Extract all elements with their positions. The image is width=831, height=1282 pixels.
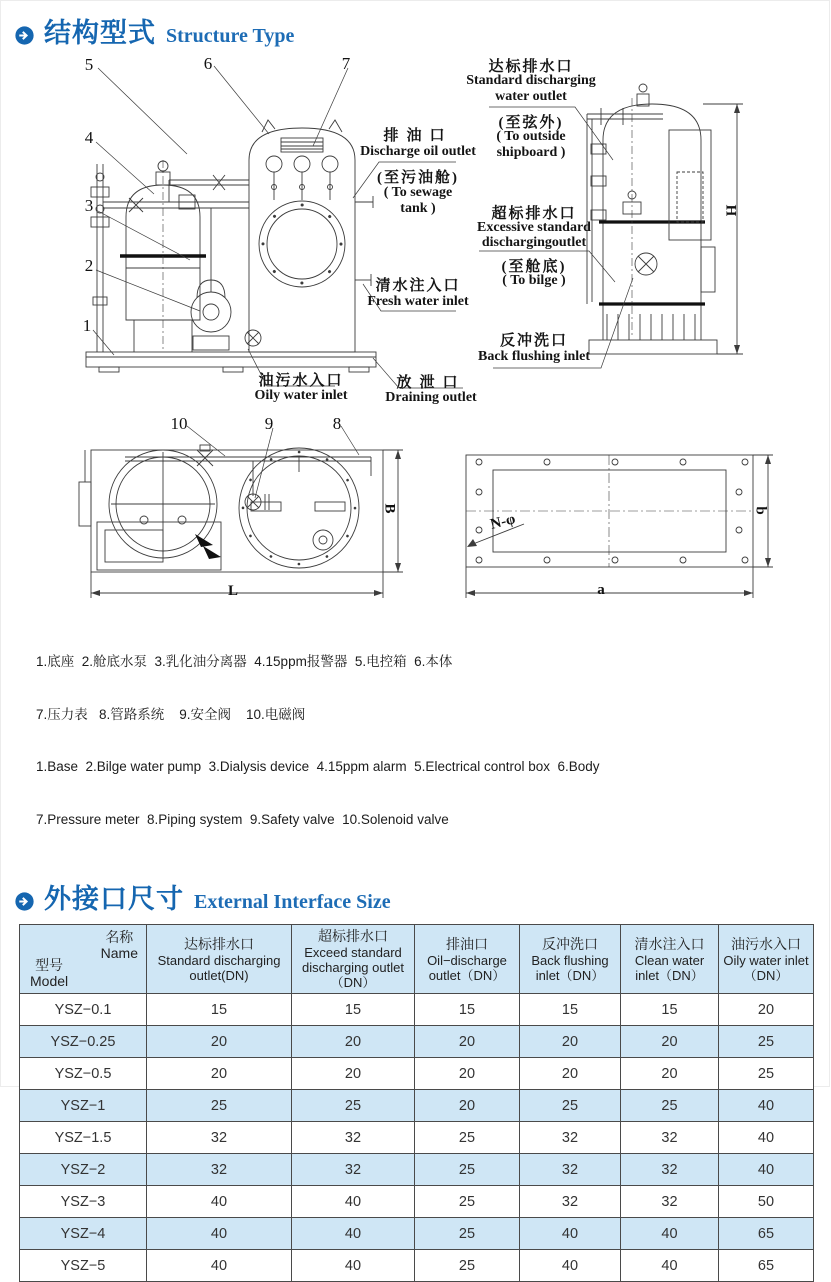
value-cell: 25 bbox=[520, 1090, 621, 1122]
column-header-standard-discharge: 达标排水口 Standard discharging outlet(DN) bbox=[147, 925, 292, 994]
model-cell: YSZ−5 bbox=[20, 1250, 147, 1282]
column-header-oil-discharge: 排油口 Oil−discharge outlet（DN） bbox=[415, 925, 520, 994]
section1-title-en: Structure Type bbox=[166, 25, 295, 47]
legend-en-line1: 1.Base 2.Bilge water pump 3.Dialysis device 4.15ppm alarm 5.Electrical control box 6.Body bbox=[36, 759, 600, 774]
label-oily-water-cn: 油污水入口 bbox=[258, 373, 344, 389]
label-standard-discharge-cn: 达标排水口 bbox=[488, 59, 574, 75]
label-standard-discharge-en4: shipboard ) bbox=[496, 145, 566, 160]
value-cell: 20 bbox=[147, 1026, 292, 1058]
label-standard-discharge-en1: Standard discharging bbox=[466, 73, 596, 88]
value-cell: 32 bbox=[520, 1154, 621, 1186]
dim-H: H bbox=[722, 204, 739, 217]
value-cell: 40 bbox=[719, 1122, 814, 1154]
table-row bbox=[20, 1122, 814, 1154]
model-cell: YSZ−3 bbox=[20, 1186, 147, 1218]
value-cell: 40 bbox=[520, 1218, 621, 1250]
section2-title-cn: 外接口尺寸 bbox=[44, 884, 184, 914]
parts-legend bbox=[36, 618, 829, 863]
label-oil-discharge-en1: Discharge oil outlet bbox=[360, 144, 476, 159]
model-cell: YSZ−0.5 bbox=[20, 1058, 147, 1090]
label-oil-discharge-en2: ( To sewage bbox=[383, 185, 453, 200]
label-oil-discharge-cn2: (至污油舱) bbox=[377, 170, 459, 186]
value-cell: 25 bbox=[147, 1090, 292, 1122]
value-cell: 20 bbox=[415, 1026, 520, 1058]
label-oily-water-en: Oily water inlet bbox=[254, 388, 348, 403]
arrow-bullet-icon bbox=[15, 26, 34, 45]
value-cell: 32 bbox=[292, 1154, 415, 1186]
model-cell: YSZ−4 bbox=[20, 1218, 147, 1250]
section-header-structure bbox=[15, 11, 829, 50]
label-standard-discharge-cn2: (至弦外) bbox=[498, 115, 564, 131]
dim-a: a bbox=[597, 582, 605, 598]
dim-B: B bbox=[381, 503, 398, 514]
label-fresh-water-cn: 清水注入口 bbox=[375, 278, 461, 294]
value-cell: 40 bbox=[719, 1154, 814, 1186]
corner-name-label: 名称 Name bbox=[100, 929, 138, 961]
label-back-flushing-cn: 反冲洗口 bbox=[499, 333, 569, 349]
legend-en-line2: 7.Pressure meter 8.Piping system 9.Safety valve 10.Solenoid valve bbox=[36, 811, 449, 827]
label-standard-discharge-en2: water outlet bbox=[495, 89, 567, 104]
value-cell: 32 bbox=[621, 1186, 719, 1218]
value-cell: 15 bbox=[520, 994, 621, 1026]
value-cell: 32 bbox=[147, 1154, 292, 1186]
value-cell: 25 bbox=[621, 1090, 719, 1122]
callout-5: 5 bbox=[84, 55, 94, 74]
value-cell: 40 bbox=[292, 1250, 415, 1282]
table-row bbox=[20, 994, 814, 1026]
value-cell: 20 bbox=[621, 1026, 719, 1058]
table-row bbox=[20, 1058, 814, 1090]
value-cell: 40 bbox=[719, 1090, 814, 1122]
value-cell: 40 bbox=[147, 1218, 292, 1250]
label-back-flushing-en: Back flushing inlet bbox=[477, 349, 591, 364]
column-header-exceed-standard: 超标排水口 Exceed standard discharging outlet（DN） bbox=[292, 925, 415, 994]
label-excess-discharge-en3: ( To bilge ) bbox=[502, 273, 566, 288]
table-header-row bbox=[20, 925, 814, 994]
value-cell: 20 bbox=[415, 1090, 520, 1122]
value-cell: 40 bbox=[621, 1218, 719, 1250]
label-oil-discharge-cn: 排油口 bbox=[383, 128, 453, 144]
label-draining-en: Draining outlet bbox=[385, 390, 477, 405]
label-excess-discharge-en2: dischargingoutlet bbox=[481, 235, 587, 250]
corner-model-label: 型号 Model bbox=[30, 957, 69, 989]
table-row bbox=[20, 1186, 814, 1218]
callout-10: 10 bbox=[170, 414, 188, 433]
value-cell: 25 bbox=[719, 1026, 814, 1058]
dim-L: L bbox=[227, 583, 239, 599]
value-cell: 15 bbox=[415, 994, 520, 1026]
table-row bbox=[20, 1026, 814, 1058]
dim-b: b bbox=[752, 506, 769, 515]
value-cell: 25 bbox=[415, 1186, 520, 1218]
top-view-drawing bbox=[79, 445, 383, 572]
value-cell: 40 bbox=[292, 1218, 415, 1250]
value-cell: 65 bbox=[719, 1250, 814, 1282]
arrow-bullet-icon bbox=[15, 892, 34, 911]
value-cell: 20 bbox=[520, 1058, 621, 1090]
section-header-interface-size bbox=[15, 877, 829, 916]
value-cell: 32 bbox=[292, 1122, 415, 1154]
structure-drawings bbox=[1, 52, 831, 612]
value-cell: 20 bbox=[621, 1058, 719, 1090]
table-row bbox=[20, 1218, 814, 1250]
callout-3: 3 bbox=[84, 196, 94, 215]
value-cell: 20 bbox=[292, 1026, 415, 1058]
value-cell: 40 bbox=[292, 1186, 415, 1218]
section2-title-en: External Interface Size bbox=[194, 891, 391, 913]
callout-4: 4 bbox=[84, 128, 94, 147]
value-cell: 40 bbox=[147, 1250, 292, 1282]
callout-2: 2 bbox=[84, 256, 94, 275]
value-cell: 25 bbox=[415, 1122, 520, 1154]
value-cell: 32 bbox=[520, 1122, 621, 1154]
value-cell: 32 bbox=[147, 1122, 292, 1154]
value-cell: 65 bbox=[719, 1218, 814, 1250]
model-cell: YSZ−0.1 bbox=[20, 994, 147, 1026]
value-cell: 15 bbox=[621, 994, 719, 1026]
value-cell: 20 bbox=[719, 994, 814, 1026]
model-cell: YSZ−0.25 bbox=[20, 1026, 147, 1058]
callout-9: 9 bbox=[264, 414, 274, 433]
value-cell: 40 bbox=[147, 1186, 292, 1218]
column-header-clean-water: 清水注入口 Clean water inlet（DN） bbox=[621, 925, 719, 994]
label-excess-discharge-cn: 超标排水口 bbox=[491, 206, 577, 222]
value-cell: 20 bbox=[415, 1058, 520, 1090]
value-cell: 15 bbox=[292, 994, 415, 1026]
section1-title-cn: 结构型式 bbox=[44, 18, 156, 48]
corner-cell bbox=[20, 925, 147, 994]
label-fresh-water-en: Fresh water inlet bbox=[367, 294, 469, 309]
value-cell: 25 bbox=[415, 1218, 520, 1250]
label-standard-discharge-en3: ( To outside bbox=[496, 129, 566, 144]
front-view-drawing bbox=[86, 120, 376, 372]
table-row bbox=[20, 1250, 814, 1282]
value-cell: 32 bbox=[621, 1154, 719, 1186]
value-cell: 32 bbox=[520, 1186, 621, 1218]
label-draining-cn: 放泄口 bbox=[396, 375, 466, 391]
value-cell: 20 bbox=[292, 1058, 415, 1090]
table-row bbox=[20, 1090, 814, 1122]
model-cell: YSZ−2 bbox=[20, 1154, 147, 1186]
value-cell: 40 bbox=[520, 1250, 621, 1282]
value-cell: 32 bbox=[621, 1122, 719, 1154]
callout-1: 1 bbox=[82, 316, 92, 335]
column-header-oily-water: 油污水入口 Oily water inlet（DN） bbox=[719, 925, 814, 994]
size-table-body bbox=[20, 994, 814, 1282]
value-cell: 25 bbox=[415, 1154, 520, 1186]
label-excess-discharge-cn2: (至舱底) bbox=[501, 259, 567, 275]
label-oil-discharge-en3: tank ) bbox=[400, 201, 436, 216]
value-cell: 15 bbox=[147, 994, 292, 1026]
value-cell: 25 bbox=[415, 1250, 520, 1282]
size-table bbox=[19, 924, 814, 1282]
legend-cn-line2: 7.压力表 8.管路系统 9.安全阀 10.电磁阀 bbox=[36, 706, 306, 722]
value-cell: 50 bbox=[719, 1186, 814, 1218]
dim-n-phi: N-φ bbox=[488, 511, 518, 533]
callout-7: 7 bbox=[341, 54, 351, 73]
model-cell: YSZ−1.5 bbox=[20, 1122, 147, 1154]
value-cell: 25 bbox=[292, 1090, 415, 1122]
callout-6: 6 bbox=[203, 54, 213, 73]
column-header-back-flushing: 反冲洗口 Back flushing inlet（DN） bbox=[520, 925, 621, 994]
table-row bbox=[20, 1154, 814, 1186]
value-cell: 20 bbox=[520, 1026, 621, 1058]
legend-cn-line1: 1.底座 2.舱底水泵 3.乳化油分离器 4.15ppm报警器 5.电控箱 6.本体 bbox=[36, 654, 453, 669]
value-cell: 40 bbox=[621, 1250, 719, 1282]
label-excess-discharge-en1: Excessive standard bbox=[477, 220, 591, 235]
model-cell: YSZ−1 bbox=[20, 1090, 147, 1122]
callout-8: 8 bbox=[332, 414, 342, 433]
value-cell: 25 bbox=[719, 1058, 814, 1090]
value-cell: 20 bbox=[147, 1058, 292, 1090]
side-view-drawing bbox=[587, 84, 717, 354]
